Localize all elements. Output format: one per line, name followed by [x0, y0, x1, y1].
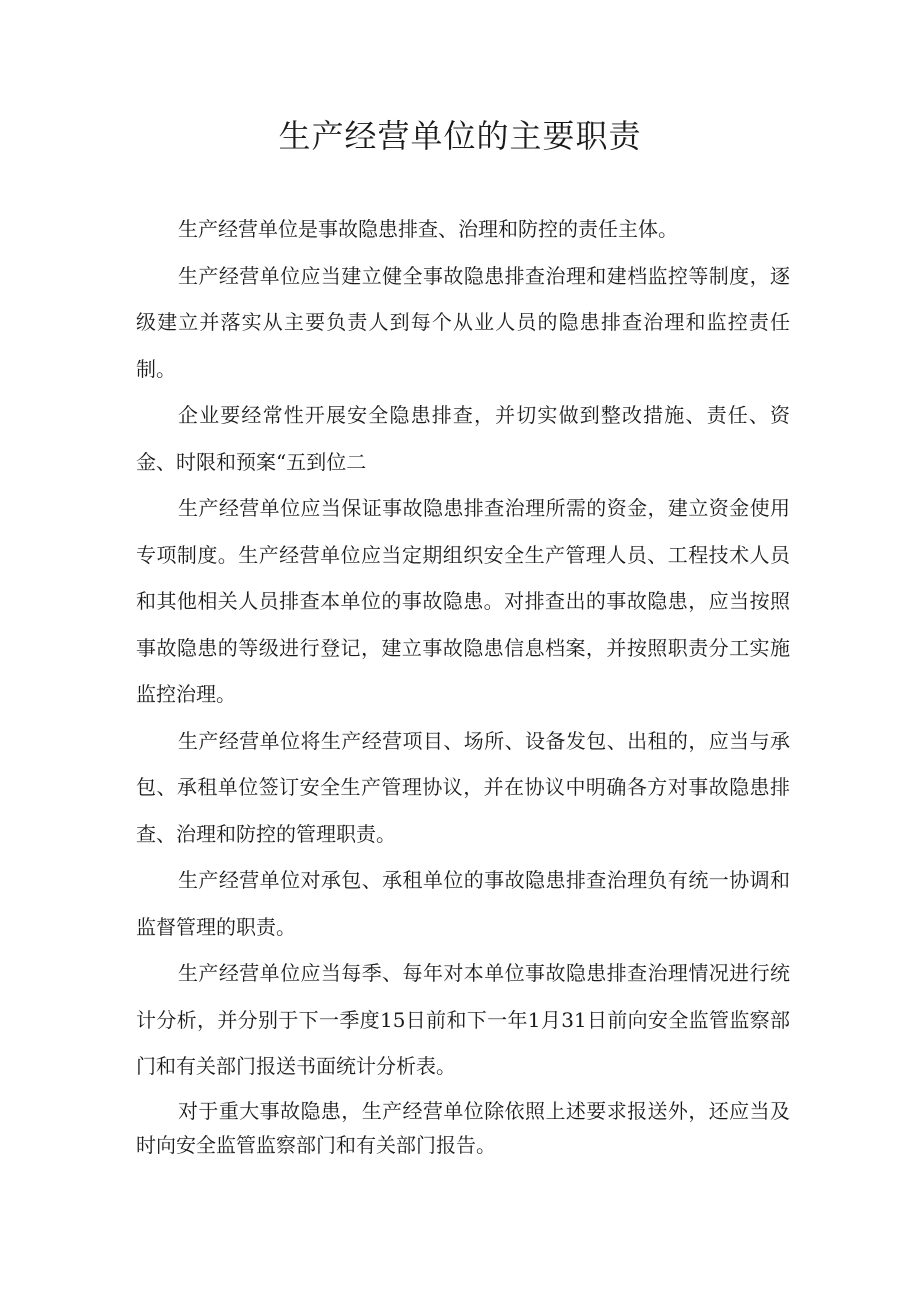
paragraph-responsibility-subject: 生产经营单位是事故隐患排查、治理和防控的责任主体。 — [178, 217, 678, 241]
paragraph-funding-and-inspection: 生产经营单位应当保证事故隐患排查治理所需的资金，建立资金使用专项制度。生产经营单位应当定期组织安全生产管理人员、工程技术人员和其他相关人员排查本单位的事故隐患。对排查出的事故隐患，应当按照事故隐患的等级进行登记，建立事故隐患信息档案，并按照职责分工实施监控治理。 — [136, 496, 790, 706]
document-title: 生产经营单位的主要职责 — [278, 117, 642, 155]
paragraph-contracting-agreement: 生产经营单位将生产经营项目、场所、设备发包、出租的，应当与承包、承租单位签订安全生产管理协议，并在协议中明确各方对事故隐患排查、治理和防控的管理职责。 — [136, 728, 790, 846]
paragraph-five-in-place: 企业要经常性开展安全隐患排查，并切实做到整改措施、责任、资金、时限和预案“五到位二 — [136, 403, 790, 474]
paragraph-system-establishment: 生产经营单位应当建立健全事故隐患排查治理和建档监控等制度，逐级建立并落实从主要负责人到每个从业人员的隐患排查治理和监控责任制。 — [136, 263, 790, 381]
paragraph-major-hazard-report: 对于重大事故隐患，生产经营单位除依照上述要求报送外，还应当及时向安全监管监察部门和有关部门报告。 — [136, 1098, 790, 1157]
paragraph-statistical-reporting: 生产经营单位应当每季、每年对本单位事故隐患排查治理情况进行统计分析，并分别于下一季度15日前和下一年1月31日前向安全监管监察部门和有关部门报送书面统计分析表。 — [136, 961, 790, 1078]
document-body — [136, 206, 790, 1162]
paragraph-coordination-duty: 生产经营单位对承包、承租单位的事故隐患排查治理负有统一协调和监督管理的职责。 — [136, 868, 790, 939]
